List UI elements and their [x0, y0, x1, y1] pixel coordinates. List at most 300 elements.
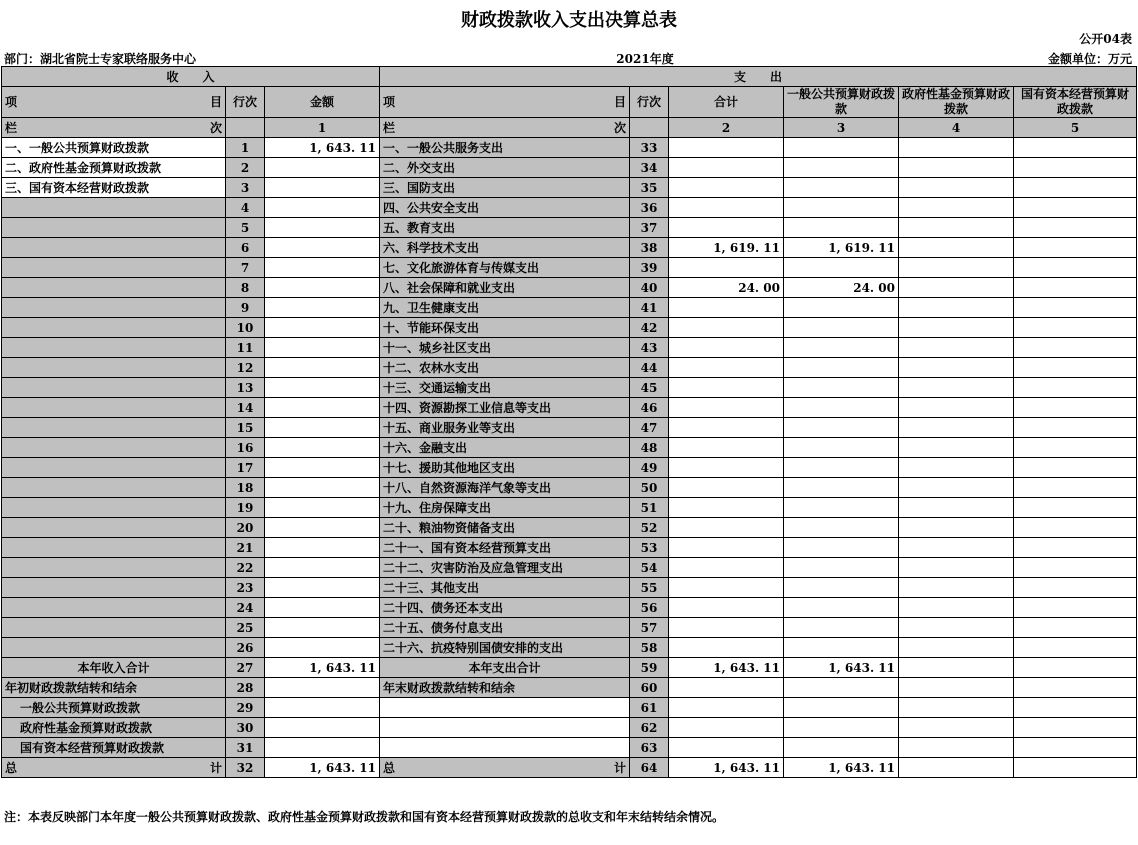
income-amount [265, 158, 380, 178]
expense-state-capital [1014, 578, 1137, 598]
carryover-row [2, 738, 1137, 758]
expense-general-budget [784, 578, 899, 598]
table-row [2, 638, 1137, 658]
expense-col-index-blank [630, 118, 669, 138]
table-row [2, 458, 1137, 478]
income-item [2, 258, 226, 278]
income-item [2, 338, 226, 358]
table-row [2, 418, 1137, 438]
expense-general-budget [784, 518, 899, 538]
expense-general-budget [784, 638, 899, 658]
income-item-header: 项 目 [2, 87, 226, 118]
income-amount [265, 378, 380, 398]
income-item [2, 478, 226, 498]
income-row-no: 9 [226, 298, 265, 318]
section-header-row [2, 67, 1137, 87]
expense-item: 十三、交通运输支出 [380, 378, 630, 398]
expense-state-capital [1014, 218, 1137, 238]
department-label: 部门：湖北省院士专家联络服务中心 [4, 52, 197, 66]
column-header-row [2, 87, 1137, 118]
income-row-no-header: 行次 [226, 87, 265, 118]
expense-general-budget [784, 598, 899, 618]
table-row [2, 178, 1137, 198]
income-row-no: 21 [226, 538, 265, 558]
income-item [2, 218, 226, 238]
expense-total [669, 138, 784, 158]
expense-state-capital [1014, 298, 1137, 318]
income-amount [265, 538, 380, 558]
gov-fund-header: 政府性基金预算财政拨款 [899, 87, 1014, 118]
expense-total [669, 638, 784, 658]
expense-item: 九、卫生健康支出 [380, 298, 630, 318]
expense-total [669, 158, 784, 178]
expense-carry-general [784, 718, 899, 738]
expense-total [669, 458, 784, 478]
expense-gov-fund [899, 378, 1014, 398]
expense-state-capital [1014, 438, 1137, 458]
expense-gov-fund [899, 278, 1014, 298]
table-row [2, 478, 1137, 498]
expense-general-budget [784, 498, 899, 518]
income-amount [265, 258, 380, 278]
income-amount [265, 298, 380, 318]
expense-general-budget [784, 318, 899, 338]
expense-item: 七、文化旅游体育与传媒支出 [380, 258, 630, 278]
income-amount [265, 618, 380, 638]
income-carry-item: 国有资本经营预算财政拨款 [2, 738, 226, 758]
expense-state-capital [1014, 358, 1137, 378]
expense-carry-item [380, 698, 630, 718]
expense-grand-total: 1, 643. 11 [669, 758, 784, 778]
col-index-3: 3 [784, 118, 899, 138]
expense-gov-fund [899, 398, 1014, 418]
income-item [2, 518, 226, 538]
expense-total [669, 438, 784, 458]
expense-row-no: 52 [630, 518, 669, 538]
expense-item: 十八、自然资源海洋气象等支出 [380, 478, 630, 498]
expense-general-budget: 1, 619. 11 [784, 238, 899, 258]
carryover-row [2, 698, 1137, 718]
table-row [2, 438, 1137, 458]
expense-state-capital [1014, 478, 1137, 498]
col-index-1: 1 [265, 118, 380, 138]
income-row-no: 23 [226, 578, 265, 598]
general-budget-header: 一般公共预算财政拨款 [784, 87, 899, 118]
expense-total [669, 518, 784, 538]
expense-state-capital [1014, 558, 1137, 578]
expense-row-no: 40 [630, 278, 669, 298]
table-row [2, 218, 1137, 238]
table-row [2, 558, 1137, 578]
expense-gov-fund [899, 298, 1014, 318]
expense-total [669, 218, 784, 238]
income-col-index-label: 栏 次 [2, 118, 226, 138]
expense-item: 二十五、债务付息支出 [380, 618, 630, 638]
income-amount [265, 198, 380, 218]
expense-total [669, 298, 784, 318]
expense-gov-fund [899, 258, 1014, 278]
expense-state-capital [1014, 318, 1137, 338]
expense-gov-fund [899, 638, 1014, 658]
income-row-no: 19 [226, 498, 265, 518]
expense-total: 1, 619. 11 [669, 238, 784, 258]
expense-general-budget [784, 458, 899, 478]
expense-item: 二十、粮油物资储备支出 [380, 518, 630, 538]
expense-row-no: 60 [630, 678, 669, 698]
expense-carry-general [784, 738, 899, 758]
expense-item: 十一、城乡社区支出 [380, 338, 630, 358]
income-amount [265, 638, 380, 658]
income-row-no: 4 [226, 198, 265, 218]
income-row-no: 3 [226, 178, 265, 198]
expense-general-budget [784, 258, 899, 278]
expense-row-no: 48 [630, 438, 669, 458]
expense-carry-general [784, 698, 899, 718]
income-row-no: 20 [226, 518, 265, 538]
table-row [2, 538, 1137, 558]
income-amount [265, 318, 380, 338]
income-row-no: 14 [226, 398, 265, 418]
expense-general-budget [784, 358, 899, 378]
income-row-no: 10 [226, 318, 265, 338]
expense-carry-item [380, 738, 630, 758]
table-row [2, 198, 1137, 218]
expense-general-budget [784, 138, 899, 158]
income-row-no: 17 [226, 458, 265, 478]
expense-total: 24. 00 [669, 278, 784, 298]
expense-row-no-header: 行次 [630, 87, 669, 118]
income-amount [265, 218, 380, 238]
expense-header: 支 出 [380, 67, 1137, 87]
table-row [2, 338, 1137, 358]
expense-row-no: 39 [630, 258, 669, 278]
expense-state-capital [1014, 198, 1137, 218]
income-subtotal-amount: 1, 643. 11 [265, 658, 380, 678]
expense-state-capital [1014, 538, 1137, 558]
income-item [2, 418, 226, 438]
expense-general-budget [784, 378, 899, 398]
income-carry-item: 年初财政拨款结转和结余 [2, 678, 226, 698]
income-header: 收 入 [2, 67, 380, 87]
expense-item: 十六、金融支出 [380, 438, 630, 458]
expense-general-budget [784, 338, 899, 358]
income-row-no: 31 [226, 738, 265, 758]
income-amount [265, 278, 380, 298]
expense-state-capital [1014, 618, 1137, 638]
income-item: 二、政府性基金预算财政拨款 [2, 158, 226, 178]
expense-row-no: 37 [630, 218, 669, 238]
expense-row-no: 44 [630, 358, 669, 378]
income-amount [265, 358, 380, 378]
income-item [2, 498, 226, 518]
expense-row-no: 33 [630, 138, 669, 158]
expense-gov-fund [899, 438, 1014, 458]
income-carry-amount [265, 718, 380, 738]
form-code: 公开04表 [1079, 32, 1132, 46]
carryover-row [2, 718, 1137, 738]
income-carry-item: 一般公共预算财政拨款 [2, 698, 226, 718]
income-amount [265, 398, 380, 418]
income-carry-item: 政府性基金预算财政拨款 [2, 718, 226, 738]
table-row [2, 498, 1137, 518]
expense-item: 六、科学技术支出 [380, 238, 630, 258]
fiscal-year: 2021年度 [616, 52, 674, 66]
income-amount [265, 578, 380, 598]
budget-summary-table [1, 66, 1137, 778]
expense-state-capital [1014, 418, 1137, 438]
expense-carry-item [380, 718, 630, 738]
income-amount [265, 518, 380, 538]
income-item [2, 358, 226, 378]
grand-total-row [2, 758, 1137, 778]
income-carry-amount [265, 678, 380, 698]
income-row-no: 6 [226, 238, 265, 258]
expense-gov-fund [899, 358, 1014, 378]
expense-row-no: 56 [630, 598, 669, 618]
expense-grand-total-gov-fund [899, 758, 1014, 778]
expense-row-no: 62 [630, 718, 669, 738]
expense-gov-fund [899, 518, 1014, 538]
expense-row-no: 45 [630, 378, 669, 398]
expense-gov-fund [899, 498, 1014, 518]
expense-item: 二十六、抗疫特别国债安排的支出 [380, 638, 630, 658]
expense-total [669, 618, 784, 638]
table-row [2, 258, 1137, 278]
income-row-no: 16 [226, 438, 265, 458]
income-item [2, 618, 226, 638]
income-row-no: 27 [226, 658, 265, 678]
expense-total [669, 418, 784, 438]
income-amount [265, 458, 380, 478]
table-row [2, 578, 1137, 598]
expense-carry-state-capital [1014, 718, 1137, 738]
expense-state-capital [1014, 178, 1137, 198]
expense-item: 五、教育支出 [380, 218, 630, 238]
table-row [2, 618, 1137, 638]
table-row [2, 378, 1137, 398]
income-item [2, 598, 226, 618]
expense-general-budget [784, 558, 899, 578]
expense-row-no: 34 [630, 158, 669, 178]
amount-unit: 金额单位：万元 [1047, 52, 1132, 66]
expense-carry-total [669, 718, 784, 738]
income-item [2, 578, 226, 598]
expense-row-no: 46 [630, 398, 669, 418]
expense-general-budget [784, 218, 899, 238]
income-row-no: 2 [226, 158, 265, 178]
income-row-no: 12 [226, 358, 265, 378]
income-row-no: 25 [226, 618, 265, 638]
expense-item: 二、外交支出 [380, 158, 630, 178]
footnote: 注：本表反映部门本年度一般公共预算财政拨款、政府性基金预算财政拨款和国有资本经营预算财政拨款的总收支和年末结转结余情况。 [4, 810, 725, 824]
table-row [2, 598, 1137, 618]
expense-gov-fund [899, 478, 1014, 498]
expense-row-no: 57 [630, 618, 669, 638]
expense-carry-total [669, 678, 784, 698]
expense-carry-gov-fund [899, 718, 1014, 738]
expense-gov-fund [899, 598, 1014, 618]
expense-total [669, 498, 784, 518]
income-amount [265, 178, 380, 198]
subtotal-row [2, 658, 1137, 678]
expense-general-budget [784, 198, 899, 218]
income-row-no: 7 [226, 258, 265, 278]
expense-total [669, 358, 784, 378]
expense-grand-total-general: 1, 643. 11 [784, 758, 899, 778]
expense-item: 十七、援助其他地区支出 [380, 458, 630, 478]
expense-total [669, 178, 784, 198]
income-item [2, 538, 226, 558]
expense-gov-fund [899, 318, 1014, 338]
income-amount [265, 238, 380, 258]
income-row-no: 22 [226, 558, 265, 578]
expense-row-no: 51 [630, 498, 669, 518]
income-amount [265, 418, 380, 438]
income-amount-header: 金额 [265, 87, 380, 118]
expense-gov-fund [899, 238, 1014, 258]
expense-total [669, 538, 784, 558]
expense-subtotal-general: 1, 643. 11 [784, 658, 899, 678]
table-row [2, 238, 1137, 258]
table-row [2, 318, 1137, 338]
total-header: 合计 [669, 87, 784, 118]
expense-gov-fund [899, 178, 1014, 198]
expense-carry-general [784, 678, 899, 698]
income-item: 三、国有资本经营财政拨款 [2, 178, 226, 198]
expense-subtotal-gov-fund [899, 658, 1014, 678]
expense-state-capital [1014, 398, 1137, 418]
expense-carry-total [669, 738, 784, 758]
expense-general-budget [784, 158, 899, 178]
expense-carry-state-capital [1014, 698, 1137, 718]
expense-item: 八、社会保障和就业支出 [380, 278, 630, 298]
income-item [2, 638, 226, 658]
expense-state-capital [1014, 498, 1137, 518]
col-index-4: 4 [899, 118, 1014, 138]
table-row [2, 358, 1137, 378]
expense-state-capital [1014, 138, 1137, 158]
income-item [2, 458, 226, 478]
expense-general-budget [784, 418, 899, 438]
expense-row-no: 61 [630, 698, 669, 718]
expense-row-no: 58 [630, 638, 669, 658]
expense-state-capital [1014, 158, 1137, 178]
expense-gov-fund [899, 418, 1014, 438]
expense-row-no: 47 [630, 418, 669, 438]
income-row-no: 32 [226, 758, 265, 778]
expense-gov-fund [899, 538, 1014, 558]
income-item [2, 238, 226, 258]
expense-item: 四、公共安全支出 [380, 198, 630, 218]
expense-row-no: 43 [630, 338, 669, 358]
expense-total [669, 338, 784, 358]
income-amount: 1, 643. 11 [265, 138, 380, 158]
income-grand-total-label: 总 计 [2, 758, 226, 778]
expense-gov-fund [899, 458, 1014, 478]
income-grand-total-amount: 1, 643. 11 [265, 758, 380, 778]
income-row-no: 30 [226, 718, 265, 738]
expense-item: 十四、资源勘探工业信息等支出 [380, 398, 630, 418]
expense-subtotal-label: 本年支出合计 [380, 658, 630, 678]
income-amount [265, 498, 380, 518]
expense-general-budget [784, 298, 899, 318]
expense-total [669, 318, 784, 338]
expense-item: 十二、农林水支出 [380, 358, 630, 378]
expense-carry-state-capital [1014, 678, 1137, 698]
income-col-index-blank [226, 118, 265, 138]
expense-item-header: 项 目 [380, 87, 630, 118]
report-title: 财政拨款收入支出决算总表 [461, 10, 677, 31]
income-item [2, 318, 226, 338]
income-item [2, 378, 226, 398]
expense-total [669, 378, 784, 398]
expense-row-no: 59 [630, 658, 669, 678]
income-item: 一、一般公共预算财政拨款 [2, 138, 226, 158]
expense-total [669, 478, 784, 498]
expense-row-no: 35 [630, 178, 669, 198]
expense-gov-fund [899, 158, 1014, 178]
income-amount [265, 338, 380, 358]
income-carry-amount [265, 698, 380, 718]
expense-gov-fund [899, 138, 1014, 158]
expense-gov-fund [899, 338, 1014, 358]
expense-row-no: 42 [630, 318, 669, 338]
income-row-no: 26 [226, 638, 265, 658]
income-row-no: 29 [226, 698, 265, 718]
income-row-no: 8 [226, 278, 265, 298]
expense-carry-item: 年末财政拨款结转和结余 [380, 678, 630, 698]
expense-total [669, 198, 784, 218]
expense-item: 二十三、其他支出 [380, 578, 630, 598]
table-row [2, 398, 1137, 418]
income-item [2, 438, 226, 458]
expense-grand-total-label: 总 计 [380, 758, 630, 778]
expense-general-budget [784, 538, 899, 558]
table-row [2, 138, 1137, 158]
income-item [2, 558, 226, 578]
expense-row-no: 49 [630, 458, 669, 478]
expense-state-capital [1014, 458, 1137, 478]
expense-gov-fund [899, 558, 1014, 578]
income-row-no: 15 [226, 418, 265, 438]
expense-carry-gov-fund [899, 698, 1014, 718]
income-row-no: 11 [226, 338, 265, 358]
income-subtotal-label: 本年收入合计 [2, 658, 226, 678]
expense-carry-gov-fund [899, 738, 1014, 758]
expense-item: 一、一般公共服务支出 [380, 138, 630, 158]
expense-carry-total [669, 698, 784, 718]
table-row [2, 158, 1137, 178]
income-row-no: 28 [226, 678, 265, 698]
col-index-2: 2 [669, 118, 784, 138]
expense-item: 十、节能环保支出 [380, 318, 630, 338]
expense-row-no: 41 [630, 298, 669, 318]
expense-row-no: 38 [630, 238, 669, 258]
expense-gov-fund [899, 198, 1014, 218]
state-capital-header: 国有资本经营预算财政拨款 [1014, 87, 1137, 118]
expense-gov-fund [899, 578, 1014, 598]
expense-total [669, 258, 784, 278]
expense-row-no: 50 [630, 478, 669, 498]
income-item [2, 298, 226, 318]
expense-state-capital [1014, 338, 1137, 358]
expense-state-capital [1014, 598, 1137, 618]
col-index-5: 5 [1014, 118, 1137, 138]
income-row-no: 5 [226, 218, 265, 238]
income-item [2, 278, 226, 298]
expense-general-budget [784, 178, 899, 198]
expense-total [669, 578, 784, 598]
